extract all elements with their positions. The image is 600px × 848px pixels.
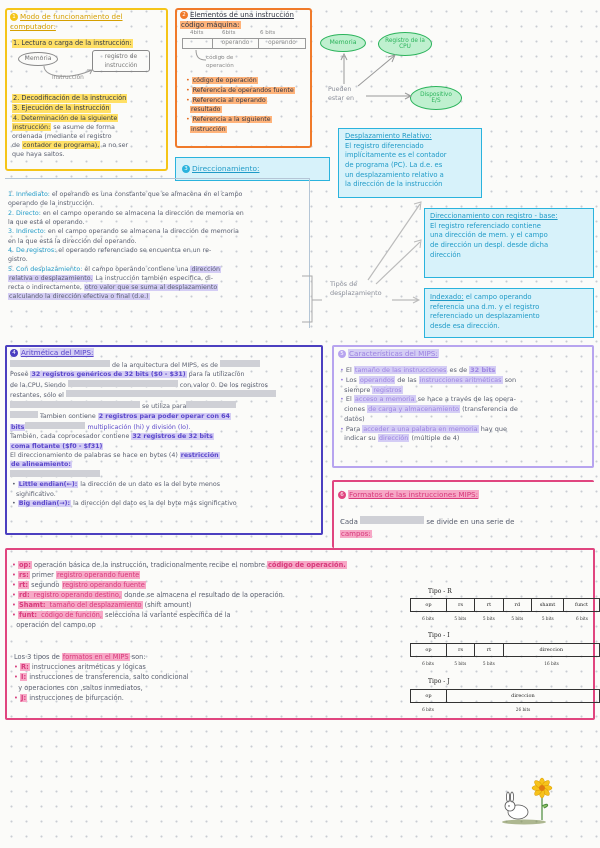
tipo-i-bits: 6 bits 5 bits 5 bits 16 bits <box>422 661 559 666</box>
step-2: 2. Decodificación de la instrucción <box>13 94 127 102</box>
memoria-node: Memoria <box>320 34 366 52</box>
bunny-flower-doodle <box>500 772 560 827</box>
section-6-title: 6 Formatos de las instrucciones MIPS: <box>338 490 479 500</box>
title-line-1: Modo de funcionamiento del <box>20 12 123 21</box>
diagram-arrows <box>320 50 430 110</box>
tipos-arrows <box>362 188 432 318</box>
section-5-title: 5 Características del MIPS: <box>338 349 439 359</box>
desp-rel-text: Desplazamiento Relativo: El registro diferenciado implícitamente es el contador de programa (PC). La d.e. es un desplazamiento relativo a la dirección de la instrucción <box>345 132 447 189</box>
formatos-intro: Cada se divide en una serie de campos: <box>340 518 515 538</box>
tipo-j-table: op direccion <box>410 689 600 703</box>
arrow-label: instrucción <box>52 75 84 81</box>
caracteristicas-list: • El tamaño de las instrucciones es de 32 bits • Los operandos de las instrucciones aritméticas son siempre registros • El acceso a memoria se hace a través de las opera- ciones de carga y almacenamiento (transferencia de datos) • Para acceder a una palabra en memoria hay que indicar su dirección (múltiple de 4) <box>340 366 518 443</box>
tipo-j-bits: 6 bits 26 bits <box>422 707 531 712</box>
aritmetica-text: de la arquitectura del MIPS, es de Posee 32 registros genéricos de 32 bits ($0 - $31) para la utilización de la CPU. Siendo con valor 0. De los registros restantes, sólo el se utiliza para Tambien contiene 2 registros para poder operar con 64 bits multiplicación (hi) y división (lo). También, cada coprocesador contiene 32 registros de 32 bits coma flotante ($f0 - $f31) El direccionamiento de palabras se hace en bytes (4) restricción de alineamiento: • Little endian(←): la dirección de un dato es la del byte menos significativo. • Big endian(→): la dirección del dato es la del byte más significativo <box>10 360 320 509</box>
tipo-i-table: op rs rt direccion <box>410 643 600 657</box>
step-4: 4. Determinación de la siguiente instrucción: se asume de forma ordenada (mediante el registro de contador de programa), a no ser que haya saltos. <box>12 114 129 159</box>
element-list: • código de operación • Referencia de operandos fuente • Referencia al operando resultado • Referencia a la siguiente instrucción <box>186 77 294 133</box>
memoria-oval: Memoria <box>18 52 58 66</box>
step-1: 1. Lectura o carga de la instrucción: <box>13 39 132 47</box>
indexado-text: Indexado: el campo operando referencia una d.m. y el registro referenciado un desplazamiento desde esa dirección. <box>430 293 540 330</box>
step-3: 3. Ejecución de la instrucción <box>13 104 110 112</box>
title-line-2: computador: <box>10 22 56 32</box>
instruction-word: operando operando <box>182 38 306 49</box>
tipo-r-title: Tipo - R <box>428 588 452 595</box>
tipo-j-title: Tipo - J <box>428 678 450 685</box>
bits-label-2: 6bits <box>222 30 236 36</box>
direccionamiento-list: 1. Inmediato: el operando es una constante que se almacena en el campo operando de la instrucción. 2. Directo: en el campo operando se almacena la dirección de memoria en la que está el operando. 3. Indirecto: en el campo operando se almacena la dirección de memoria en la que está la dirección del operando. 4. De registros: el operando referenciado se encuentra en un re- gistro. 5. Con desplazamiento: el campo operando contiene una dirección relativa o desplazamiento. La instrucción también especifica, di- recta o indirectamente, otro valor que se suma al desplazamiento calculando la dirección efectiva o final (d.e.) <box>8 191 244 301</box>
tipo-i-title: Tipo - I <box>428 632 450 639</box>
tipos-formatos-list: Los 3 tipos de formatos en el MIPS son: • R: instrucciones aritméticas y lógicas • I: instrucciones de transferencia, salto condicional y operaciones con ,saltos inmediatos, • J: instrucciones de bifurcación. <box>14 653 189 702</box>
tipo-r-table: op rs rt rd shamt funct <box>410 598 600 612</box>
registro-base-text: Direccionamiento con registro - base: El registro referenciado contiene una dirección de mem. y el campo de dirección un despl. desde dicha dirección <box>430 212 558 259</box>
tipos-desplazamiento-label: Tipos de desplazamiento <box>330 280 382 298</box>
pueden-estar-label: Pueden estar en <box>328 86 354 102</box>
registro-box: registro de instrucción <box>92 50 150 72</box>
dispositivo-node: Dispositivo E/S <box>410 86 462 110</box>
section-number: 1 <box>10 13 18 21</box>
bits-label-1: 4bits <box>190 30 204 36</box>
campos-list: • op: operación básica de la instrucción, tradicionalmente recibe el nombre código de operación. • rs: primer registro operando fuente • rt: segundo registro operando fuente • rd: registro operando destino, donde se almacena el resultado de la operación. • Shamt: tamaño del desplazamiento (shift amount) • funt: código de función, selecciona la variante específica de la operación del campo op <box>12 561 346 630</box>
section-2-title: 2 Elementos de una instrucción código máquina: <box>181 11 294 29</box>
registro-cpu-node: Registro de la CPU <box>378 32 432 56</box>
tipo-r-bits: 6 bits 5 bits 5 bits 5 bits 5 bits 6 bits <box>422 616 588 621</box>
bits-label-3: 6 bits <box>260 30 276 36</box>
bracket-connector <box>300 272 324 328</box>
section-4-title: 4 Aritmética del MIPS: <box>10 348 94 358</box>
section-1-title <box>10 12 123 32</box>
opcode-label: código de operación <box>206 55 234 69</box>
section-3-title: 3 Direccionamiento: <box>182 164 259 175</box>
